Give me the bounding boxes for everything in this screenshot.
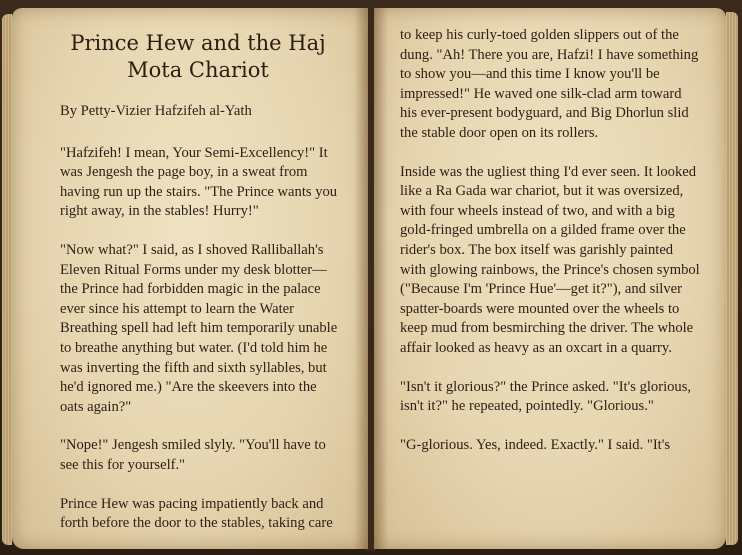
- page-edges-left: [2, 14, 12, 545]
- right-page: [374, 8, 726, 549]
- right-paragraph-3: "Isn't it glorious?" the Prince asked. "It's glorious, isn't it?" he repeated, pointedly. "Glorious.": [400, 378, 692, 415]
- left-paragraph-4: Prince Hew was pacing impatiently back and forth before the door to the stables, taking care: [60, 495, 333, 532]
- book-author: By Petty-Vizier Hafzifeh al-Yath: [60, 103, 252, 119]
- spine-shadow-right: [374, 8, 388, 549]
- book-title: Prince Hew and the Haj Mota Chariot: [70, 31, 326, 82]
- right-paragraph-1: to keep his curly-toed golden slippers out of the dung. "Ah! There you are, Hafzi! I have something to show you—and this time I know you'll be impressed!" He waved one silk-clad arm toward his ever-present bodyguard, and Big Dhorlun slid the stable door open on its rollers.: [400, 27, 699, 141]
- left-paragraph-1: "Hafzifeh! I mean, Your Semi-Excellency!" It was Jengesh the page boy, in a sweat from having run up the stairs. "The Prince wants you right away, in the stables! Hurry!": [60, 144, 338, 220]
- right-paragraph-2: Inside was the ugliest thing I'd ever seen. It looked like a Ra Gada war chariot, but it was oversized, with four wheels instead of two, and with a big gold-fringed umbrella on a gilded frame over the rider's box. The box itself was garishly painted with glowing rainbows, the Prince's chosen symbol ("Because I'm 'Prince Hue'—get it?"), and silver spatter-boards were mounted over the wheels to keep mud from besmirching the driver. The whole affair looked as heavy as an oxcart in a quarry.: [400, 163, 700, 356]
- left-paragraph-2: "Now what?" I said, as I shoved Ralliballah's Eleven Ritual Forms under my desk blotter—the Prince had forbidden magic in the palace ever since his attempt to learn the Water Breathing spell had left him temporarily unable to breathe anything but water. (I'd told him he was inverting the fifth and sixth syllables, but he'd ignored me.) "Are the skeevers into the oats again?": [60, 241, 338, 415]
- spine-shadow-left: [354, 8, 368, 549]
- left-paragraph-3: "Nope!" Jengesh smiled slyly. "You'll have to see this for yourself.": [60, 437, 326, 473]
- right-paragraph-4: "G-glorious. Yes, indeed. Exactly." I said. "It's: [400, 436, 671, 453]
- page-edges-right: [726, 12, 738, 545]
- left-page: [12, 8, 368, 549]
